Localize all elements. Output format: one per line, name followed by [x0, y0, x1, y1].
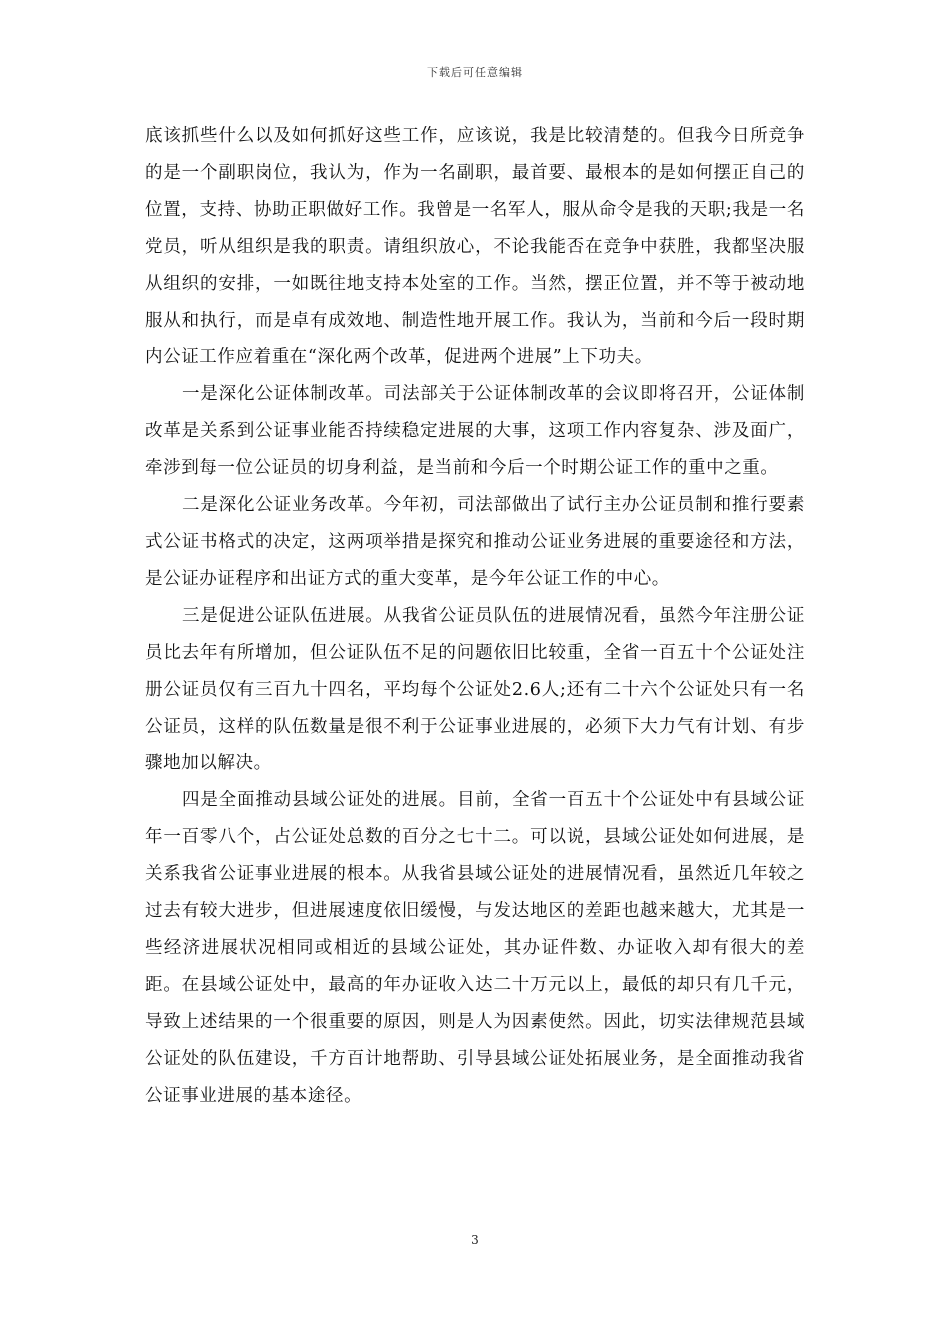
- paragraph-notary-system-reform: 一是深化公证体制改革。司法部关于公证体制改革的会议即将召开，公证体制改革是关系到公证事业能否持续稳定进展的大事，这项工作内容复杂、涉及面广，牵涉到每一位公证员的切身利益，是当前和今后一个时期公证工作的重中之重。: [145, 384, 805, 479]
- page-header: 下载后可任意编辑: [427, 66, 523, 79]
- paragraph-continuation: 底该抓些什么以及如何抓好这些工作，应该说，我是比较清楚的。但我今日所竞争的是一个副职岗位，我认为，作为一名副职，最首要、最根本的是如何摆正自己的位置，支持、协助正职做好工作。我曾是一名军人，服从命令是我的天职;我是一名党员，听从组织是我的职责。请组织放心，不论我能否在竞争中获胜，我都坚决服从组织的安排，一如既往地支持本处室的工作。当然，摆正位置，并不等于被动地服从和执行，而是卓有成效地、制造性地开展工作。我认为，当前和今后一段时期内公证工作应着重在“深化两个改革，促进两个进展”上下功夫。: [145, 126, 805, 368]
- paragraph-notary-team-development: 三是促进公证队伍进展。从我省公证员队伍的进展情况看，虽然今年注册公证员比去年有所增加，但公证队伍不足的问题依旧比较重，全省一百五十个公证处注册公证员仅有三百九十四名，平均每个公证处2.6人;还有二十六个公证处只有一名公证员，这样的队伍数量是很不利于公证事业进展的，必须下大力气有计划、有步骤地加以解决。: [145, 605, 805, 774]
- paragraph-county-notary-development: 四是全面推动县域公证处的进展。目前，全省一百五十个公证处中有县域公证年一百零八个，占公证处总数的百分之七十二。可以说，县域公证处如何进展，是关系我省公证事业进展的根本。从我省县域公证处的进展情况看，虽然近几年较之过去有较大进步，但进展速度依旧缓慢，与发达地区的差距也越来越大，尤其是一些经济进展状况相同或相近的县域公证处，其办证件数、办证收入却有很大的差距。在县域公证处中，最高的年办证收入达二十万元以上，最低的却只有几千元，导致上述结果的一个很重要的原因，则是人为因素使然。因此，切实法律规范县域公证处的队伍建设，千方百计地帮助、引导县域公证处拓展业务，是全面推动我省公证事业进展的基本途径。: [145, 790, 805, 1106]
- page-number: 3: [471, 1233, 479, 1247]
- document-body: [145, 118, 805, 1114]
- paragraph-notary-business-reform: 二是深化公证业务改革。今年初，司法部做出了试行主办公证员制和推行要素式公证书格式的决定，这两项举措是探究和推动公证业务进展的重要途径和方法，是公证办证程序和出证方式的重大变革，是今年公证工作的中心。: [145, 495, 805, 589]
